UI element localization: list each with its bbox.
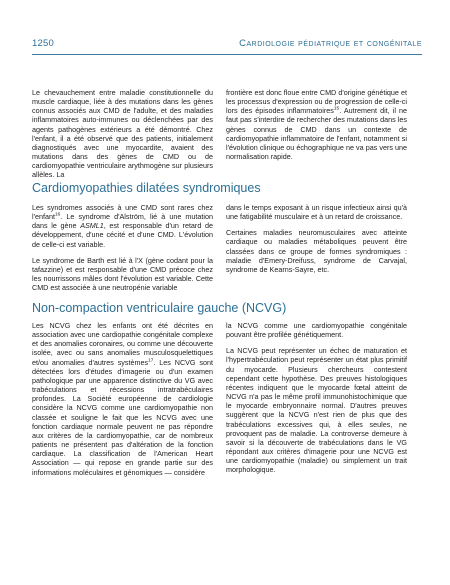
section1-right-paragraph-2: Certaines maladies neuromusculaires avec atteinte cardiaque ou maladies métaboliques peuvent être classées dans ce groupe de formes syndromiques : maladie d'Emery-Dreifuss, syndrome de Carvajal, syndrome de Kearns-Sayre, etc. xyxy=(226,228,407,274)
section2-left-paragraph: Les NCVG chez les enfants ont été décrites en association avec une cardiopathie congénitale complexe et des anomalies coronaires, ou comme une découverte isolée, avec ou sans anomalies musculosquelettiques et/ou anomalies d'autres systèmes$^{17}$. Les NCVG sont détectées lors d'études d'imagerie ou d'un examen pathologique par une apparence distinctive du VG avec trabéculations et récessions intratrabéculaires profondes. La Société européenne de cardiologie considère la NCVG comme une cardiomyopathie non classée et souligne le fait que les NCVG avec une fonction cardiaque normale peuvent ne pas répondre aux critères de la cardiomyopathie, car de nombreux patients ne présentent pas d'altération de la fonction cardiaque. La classification de l'American Heart Association — qui repose en grande partie sur des informations moléculaires et génomiques — considère xyxy=(32,321,213,477)
section2-right-paragraph-2: La NCVG peut représenter un échec de maturation et l'hypertrabéculation peut représenter un état plus primitif du myocarde. Plusieurs chercheurs contestent cependant cette hypothèse. Des preuves histologiques récentes indiquent que le myocarde fœtal atteint de NCVG n'a pas le même profil immunohistochimique que le myocarde embryonnaire normal. D'autres preuves suggèrent que la NCVG n'est rien de plus que des trabéculations excessives qui, à elles seules, ne provoquent pas de maladie. La controverse demeure à savoir si la découverte de trabéculations dans le VG répondant aux critères d'imagerie pour une NCVG est une cardiomyopathie (maladie) ou simplement un trait morphologique. xyxy=(226,346,407,475)
section1-left-column: Les syndromes associés à une CMD sont rares chez l'enfant$^{16}$. Le syndrome d'Alström, lié à une mutation dans le gène ASML1, est responsable d'un retard de développement, d'une cécité et d'une CMD. L'évolution de celle-ci est variable. Le syndrome de Barth est lié à l'X (gène codant pour la tafazzine) et est responsable d'une CMD précoce chez les nourrissons mâles dont l'évolution est variable. Cette CMD est associée à une neutropénie variable xyxy=(32,203,213,293)
section-title-ncvg: Non-compaction ventriculaire gauche (NCVG) xyxy=(32,301,287,315)
section1-left-paragraph-2: Le syndrome de Barth est lié à l'X (gène codant pour la tafazzine) et est responsable d'une CMD précoce chez les nourrissons mâles dont l'évolution est variable. Cette CMD est associée à une neutropénie variable xyxy=(32,255,213,293)
footnote-ref: 17 xyxy=(148,358,154,364)
section2-right-column: la NCVG comme une cardiomyopathie congénitale pouvant être profilée génétiquement. La NCVG peut représenter un échec de maturation et l'hypertrabéculation peut représenter un état plus primitif du myocarde. Plusieurs chercheurs contestent cependant cette hypothèse. Des preuves histologiques récentes indiquent que le myocarde fœtal atteint de NCVG n'a pas le même profil immunohistochimique que le myocarde embryonnaire normal. D'autres preuves suggèrent que la NCVG n'est rien de plus que des trabéculations excessives qui, à elles seules, ne provoquent pas de maladie. La controverse demeure à savoir si la découverte de trabéculations dans le VG répondant aux critères d'imagerie pour une NCVG est une cardiomyopathie (maladie) ou simplement un trait morphologique. xyxy=(226,321,407,475)
intro-right-paragraph: frontière est donc floue entre CMD d'origine génétique et les processus d'expression ou de progression de celle-ci lors des épisodes inflammatoires$^{15}$. Autrement dit, il ne faut pas s'interdire de rechercher des mutations dans les gènes connus de CMD dans un contexte de cardiomyopathie inflammatoire de l'enfant, notamment si l'évolution clinique ou échographique ne va pas vers une normalisation rapide. xyxy=(226,88,407,162)
section1-right-column: dans le temps exposant à un risque infectieux ainsi qu'à une fatigabilité musculaire et à un retard de croissance. Certaines maladies neuromusculaires avec atteinte cardiaque ou maladies métaboliques peuvent être classées dans ce groupe de formes syndromiques : maladie d'Emery-Dreifuss, syndrome de Carvajal, syndrome de Kearns-Sayre, etc. xyxy=(226,203,407,274)
intro-left-paragraph: Le chevauchement entre maladie constitutionnelle du muscle cardiaque, liée à des mutations dans les gènes connus associés aux CMD de l'adulte, et des maladies inflammatoires auto-immunes ou déclenchées par des agents pathogènes extérieurs a été démontré. Chez l'enfant, il a été observé que des patients, initialement diagnostiqués avec une myocardite, avaient des mutations dans des gènes de CMD ou de cardiomyopathie ventriculaire arythmogène sur plusieurs allèles. La xyxy=(32,88,213,180)
footnote-ref: 15 xyxy=(333,106,340,112)
footnote-ref: 16 xyxy=(54,212,61,218)
page-number: 1250 xyxy=(32,38,54,49)
section-title-dilated-syndromic: Cardiomyopathies dilatées syndromiques xyxy=(32,181,261,195)
page-header xyxy=(32,36,422,55)
running-title: Cardiologie pédiatrique et congénitale xyxy=(239,38,422,49)
